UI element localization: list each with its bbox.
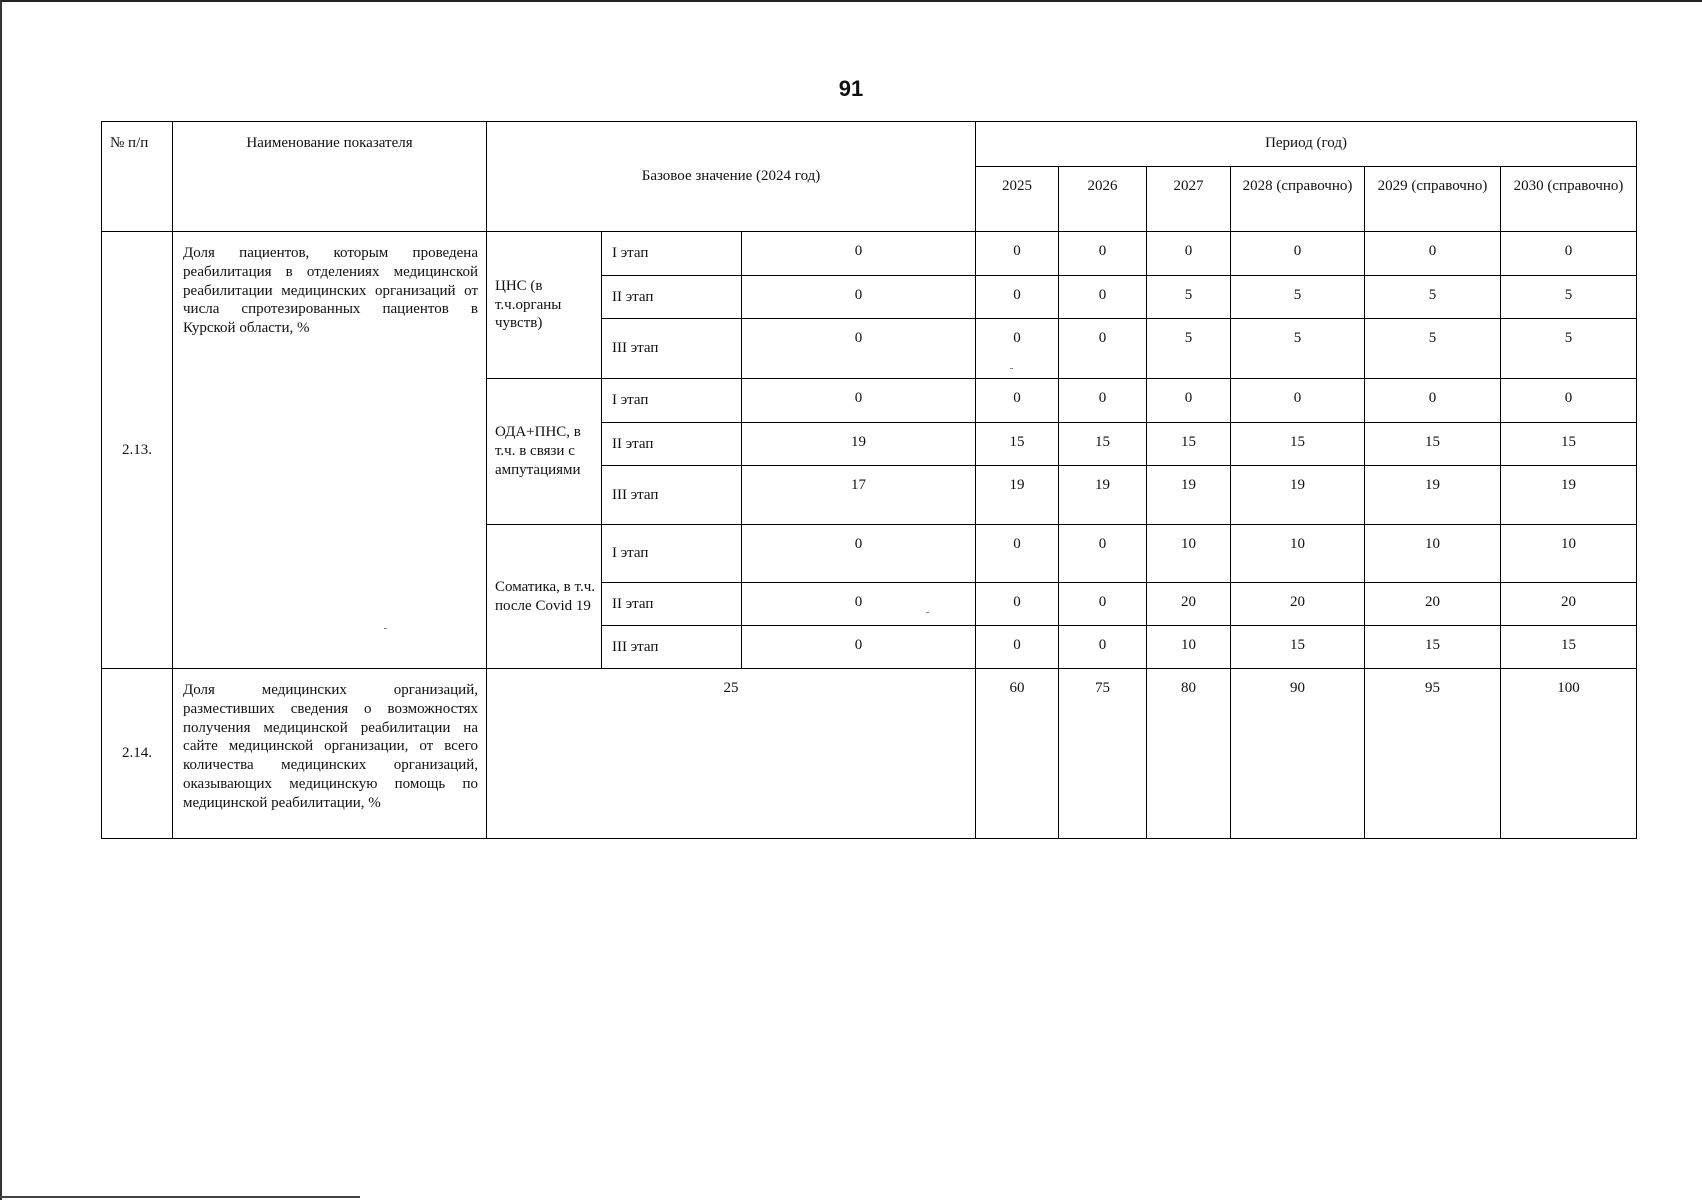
scan-artifact (926, 612, 929, 613)
group-label: Соматика, в т.ч. после Covid 19 (487, 525, 602, 669)
header-year-2025: 2025 (976, 167, 1059, 232)
value-2029: 5 (1365, 276, 1501, 319)
base-value: 0 (742, 276, 976, 319)
header-year-2029: 2029 (справочно) (1365, 167, 1501, 232)
value-2029: 15 (1365, 423, 1501, 466)
value-2030: 20 (1501, 583, 1637, 626)
scan-edge-left (0, 0, 2, 1200)
value-2030: 100 (1501, 669, 1637, 839)
header-year-2027: 2027 (1147, 167, 1231, 232)
group-label: ОДА+ПНС, в т.ч. в связи с ампутациями (487, 379, 602, 525)
value-2029: 19 (1365, 466, 1501, 525)
value-2027: 5 (1147, 319, 1231, 379)
value-2028: 0 (1231, 232, 1365, 276)
value-2029: 5 (1365, 319, 1501, 379)
value-2025: 0 (976, 583, 1059, 626)
value-2028: 15 (1231, 626, 1365, 669)
row-number: 2.14. (102, 669, 173, 839)
header-period: Период (год) (976, 122, 1637, 167)
value-2025: 15 (976, 423, 1059, 466)
value-2026: 0 (1059, 583, 1147, 626)
value-2025: 60 (976, 669, 1059, 839)
value-2026: 0 (1059, 232, 1147, 276)
value-2026: 0 (1059, 379, 1147, 423)
stage-label: III этап (602, 319, 742, 379)
value-2025: 0 (976, 319, 1059, 379)
value-2028: 15 (1231, 423, 1365, 466)
value-2030: 5 (1501, 276, 1637, 319)
base-value: 25 (487, 669, 976, 839)
base-value: 0 (742, 232, 976, 276)
value-2027: 0 (1147, 232, 1231, 276)
base-value: 17 (742, 466, 976, 525)
value-2029: 15 (1365, 626, 1501, 669)
value-2028: 5 (1231, 276, 1365, 319)
value-2030: 0 (1501, 232, 1637, 276)
value-2026: 75 (1059, 669, 1147, 839)
value-2029: 0 (1365, 379, 1501, 423)
value-2026: 0 (1059, 626, 1147, 669)
value-2029: 20 (1365, 583, 1501, 626)
stage-label: III этап (602, 626, 742, 669)
value-2028: 5 (1231, 319, 1365, 379)
stage-label: II этап (602, 276, 742, 319)
page-number: 91 (838, 76, 864, 101)
header-row-1 (102, 122, 1637, 167)
base-value: 0 (742, 583, 976, 626)
value-2026: 0 (1059, 319, 1147, 379)
value-2027: 10 (1147, 626, 1231, 669)
indicator-name: Доля пациентов, которым проведена реабилитация в отделениях медицинской реабилитации медицинских организаций от числа спротезированных пациентов в Курской области, % (173, 232, 487, 669)
scan-edge-bottom (0, 1196, 360, 1198)
value-2026: 15 (1059, 423, 1147, 466)
value-2026: 19 (1059, 466, 1147, 525)
base-value: 0 (742, 319, 976, 379)
value-2026: 0 (1059, 276, 1147, 319)
value-2027: 0 (1147, 379, 1231, 423)
stage-label: II этап (602, 583, 742, 626)
value-2028: 0 (1231, 379, 1365, 423)
value-2027: 80 (1147, 669, 1231, 839)
value-2029: 0 (1365, 232, 1501, 276)
value-2027: 15 (1147, 423, 1231, 466)
stage-label: I этап (602, 525, 742, 583)
value-2027: 10 (1147, 525, 1231, 583)
header-year-2028: 2028 (справочно) (1231, 167, 1365, 232)
value-2028: 10 (1231, 525, 1365, 583)
value-2025: 0 (976, 525, 1059, 583)
indicators-table (101, 121, 1637, 839)
indicator-name: Доля медицинских организаций, разместивших сведения о возможностях получения медицинской реабилитации на сайте медицинской организации, от всего количества медицинских организаций, оказывающих медицинскую помощь по медицинской реабилитации, % (173, 669, 487, 839)
scan-artifact (384, 628, 387, 629)
table-row (102, 669, 1637, 839)
base-value: 0 (742, 379, 976, 423)
scan-artifact (1010, 368, 1013, 369)
base-value: 0 (742, 525, 976, 583)
value-2027: 20 (1147, 583, 1231, 626)
stage-label: I этап (602, 379, 742, 423)
value-2027: 19 (1147, 466, 1231, 525)
value-2027: 5 (1147, 276, 1231, 319)
value-2028: 20 (1231, 583, 1365, 626)
base-value: 19 (742, 423, 976, 466)
value-2025: 19 (976, 466, 1059, 525)
stage-label: I этап (602, 232, 742, 276)
value-2025: 0 (976, 626, 1059, 669)
value-2025: 0 (976, 379, 1059, 423)
header-number: № п/п (102, 122, 173, 232)
value-2025: 0 (976, 276, 1059, 319)
stage-label: III этап (602, 466, 742, 525)
value-2029: 10 (1365, 525, 1501, 583)
value-2030: 0 (1501, 379, 1637, 423)
value-2026: 0 (1059, 525, 1147, 583)
scan-edge-top (0, 0, 1702, 2)
value-2028: 90 (1231, 669, 1365, 839)
base-value: 0 (742, 626, 976, 669)
group-label: ЦНС (в т.ч.органы чувств) (487, 232, 602, 379)
value-2030: 19 (1501, 466, 1637, 525)
value-2030: 15 (1501, 626, 1637, 669)
header-year-2030: 2030 (справочно) (1501, 167, 1637, 232)
value-2029: 95 (1365, 669, 1501, 839)
value-2030: 10 (1501, 525, 1637, 583)
header-year-2026: 2026 (1059, 167, 1147, 232)
header-indicator-name: Наименование показателя (173, 122, 487, 232)
stage-label: II этап (602, 423, 742, 466)
row-number: 2.13. (102, 232, 173, 669)
value-2030: 15 (1501, 423, 1637, 466)
value-2030: 5 (1501, 319, 1637, 379)
value-2028: 19 (1231, 466, 1365, 525)
value-2025: 0 (976, 232, 1059, 276)
table-row (102, 232, 1637, 276)
header-base-value: Базовое значение (2024 год) (487, 122, 976, 232)
